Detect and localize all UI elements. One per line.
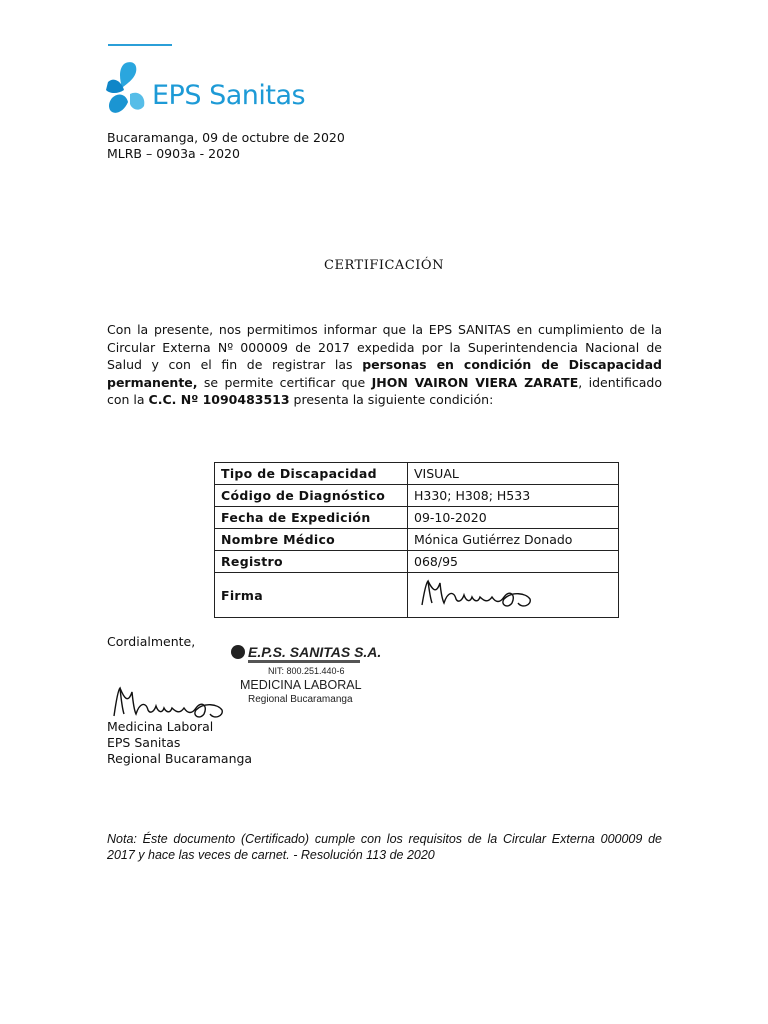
row-label: Tipo de Discapacidad [215, 463, 408, 485]
certification-paragraph [107, 321, 662, 409]
body-text: presenta la siguiente condición: [289, 392, 494, 407]
place-date: Bucaramanga, 09 de octubre de 2020 [107, 130, 345, 145]
butterfly-icon [106, 62, 144, 113]
row-value: VISUAL [408, 463, 619, 485]
stamp-department: MEDICINA LABORAL [240, 678, 362, 692]
row-value: H330; H308; H533 [408, 485, 619, 507]
stamp-image [226, 638, 406, 710]
table-row [215, 551, 619, 573]
row-label: Nombre Médico [215, 529, 408, 551]
logo-wordmark: EPS Sanitas [152, 80, 306, 111]
signatory-line: Medicina Laboral [107, 719, 214, 734]
row-label: Fecha de Expedición [215, 507, 408, 529]
id-number: C.C. Nº 1090483513 [148, 392, 290, 407]
table-row [215, 529, 619, 551]
patient-name: JHON VAIRON VIERA ZARATE [371, 374, 579, 390]
signature-cell [408, 573, 619, 618]
body-text: Con la presente, nos permitimos informar que la EPS SANITAS en cumplimiento de la Circular Externa Nº 000009 de 2017 expedida por la Superintendencia Nacional de Salud y con el fin de registrar las [107, 322, 662, 372]
body-text: se permite certificar que [197, 374, 372, 390]
stamp-company: E.P.S. SANITAS S.A. [248, 644, 382, 660]
header-rule [108, 44, 172, 46]
table-row [215, 485, 619, 507]
table-row [215, 573, 619, 618]
signature-image [108, 682, 248, 724]
signatory-line: Regional Bucaramanga [107, 751, 253, 766]
row-label: Código de Diagnóstico [215, 485, 408, 507]
stamp-nit: NIT: 800.251.440-6 [268, 666, 345, 676]
company-stamp [226, 638, 406, 710]
row-label: Registro [215, 551, 408, 573]
footer-note: Nota: Éste documento (Certificado) cumple con los requisitos de la Circular Externa 000009 de 2017 y hace las veces de carnet. - Resolución 113 de 2020 [107, 832, 662, 862]
stamp-region: Regional Bucaramanga [248, 694, 353, 705]
row-value: Mónica Gutiérrez Donado [408, 529, 619, 551]
row-value: 09-10-2020 [408, 507, 619, 529]
table-row [215, 507, 619, 529]
row-label: Firma [215, 573, 408, 618]
row-value: 068/95 [408, 551, 619, 573]
signature-image [414, 575, 564, 613]
salutation: Cordialmente, [107, 634, 196, 649]
signatory-line: EPS Sanitas [107, 735, 181, 750]
body-text: , identificado con la [107, 374, 662, 407]
table-row [215, 463, 619, 485]
certification-table [214, 462, 619, 618]
document-title: CERTIFICACIÓN [324, 258, 444, 273]
body-bold-condition: personas en condición de Discapacidad permanente, [107, 357, 662, 390]
signatory-block [107, 719, 252, 767]
reference-code: MLRB – 0903a - 2020 [107, 146, 240, 161]
